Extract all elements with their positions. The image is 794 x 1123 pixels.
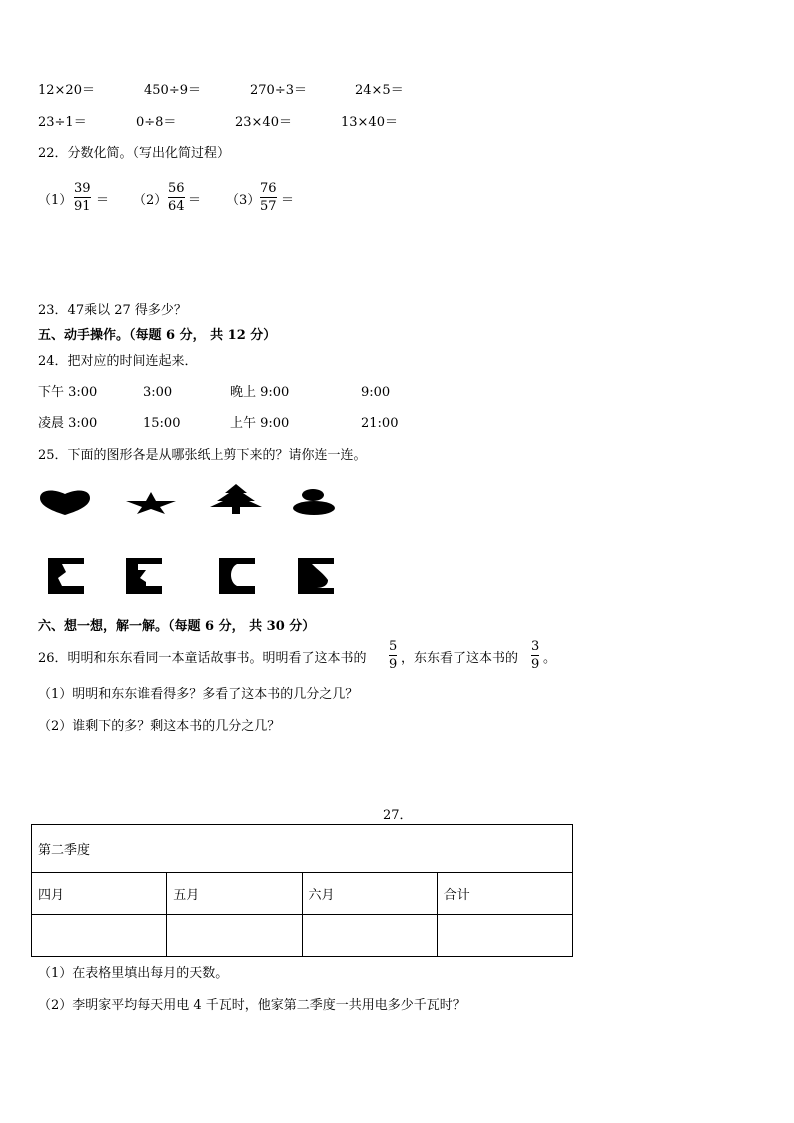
calc-item: 270÷3＝ <box>250 83 307 98</box>
cut-paper-1-icon <box>48 558 84 594</box>
time-item: 15:00 <box>143 416 181 431</box>
q22-label-3: （3） <box>226 193 261 208</box>
cut-paper-4-icon <box>298 558 334 594</box>
fraction-denominator: 57 <box>260 199 277 214</box>
question-26-text-middle: ，东东看了这本书的 <box>401 651 519 666</box>
question-27-number: 27． <box>383 808 413 823</box>
time-item: 晚上 9:00 <box>230 385 290 400</box>
section-6-title: 六、想一想，解一解。（每题 6 分， 共 30 分） <box>38 619 316 634</box>
star-shape-icon <box>125 491 177 515</box>
section-5-title: 五、动手操作。（每题 6 分， 共 12 分） <box>38 328 277 343</box>
fraction-numerator: 39 <box>74 181 91 196</box>
table-cell-may[interactable] <box>167 915 302 957</box>
heart-shape-icon <box>38 488 92 516</box>
q26-fraction-1 <box>389 640 397 671</box>
time-item: 凌晨 3:00 <box>38 416 98 431</box>
calc-item: 450÷9＝ <box>144 83 201 98</box>
calc-item: 13×40＝ <box>341 115 398 130</box>
fraction-numerator: 56 <box>168 181 185 196</box>
question-22-title: 22．分数化简。（写出化简过程） <box>38 146 231 161</box>
table-header-april: 四月 <box>32 873 167 915</box>
time-item: 9:00 <box>361 385 391 400</box>
table-header-june: 六月 <box>302 873 437 915</box>
fraction-numerator: 3 <box>531 639 540 654</box>
question-26-sub-2: （2）谁剩下的多？剩这本书的几分之几？ <box>38 719 281 734</box>
cut-paper-3-icon <box>219 558 255 594</box>
question-26-sub-1: （1）明明和东东谁看得多？多看了这本书的几分之几？ <box>38 687 359 702</box>
table-cell-total[interactable] <box>437 915 572 957</box>
q22-label-1: （1） <box>38 193 73 208</box>
fraction-denominator: 9 <box>389 657 398 672</box>
time-item: 3:00 <box>143 385 173 400</box>
fraction-denominator: 91 <box>74 199 91 214</box>
calc-item: 0÷8＝ <box>136 115 177 130</box>
table-title-cell: 第二季度 <box>32 825 573 873</box>
calc-item: 23×40＝ <box>235 115 292 130</box>
table-header-may: 五月 <box>167 873 302 915</box>
equals-sign: ＝ <box>96 193 110 208</box>
question-27-sub-2: （2）李明家平均每天用电 4 千瓦时，他家第二季度一共用电多少千瓦时？ <box>38 998 466 1013</box>
calc-item: 23÷1＝ <box>38 115 87 130</box>
question-23-title: 23．47乘以 27 得多少？ <box>38 303 187 318</box>
cut-paper-2-icon <box>126 558 162 594</box>
calc-item: 24×5＝ <box>355 83 404 98</box>
fraction-denominator: 9 <box>531 657 540 672</box>
tree-shape-icon <box>209 483 263 515</box>
question-26-text-end: 。 <box>543 651 557 666</box>
question-24-title: 24．把对应的时间连起来． <box>38 354 198 369</box>
table-header-total: 合计 <box>437 873 572 915</box>
equals-sign: ＝ <box>188 193 202 208</box>
table-cell-april[interactable] <box>32 915 167 957</box>
question-26-text: 26．明明和东东看同一本童话故事书。明明看了这本书的 <box>38 651 367 666</box>
fraction-denominator: 64 <box>168 199 185 214</box>
q22-fraction-2 <box>168 182 185 213</box>
equals-sign: ＝ <box>281 193 295 208</box>
q26-fraction-2 <box>531 640 539 671</box>
season-table <box>31 824 573 957</box>
time-item: 21:00 <box>361 416 399 431</box>
q22-fraction-1 <box>74 182 91 213</box>
question-27-sub-1: （1）在表格里填出每月的天数。 <box>38 966 229 981</box>
time-item: 上午 9:00 <box>230 416 290 431</box>
fraction-numerator: 5 <box>389 639 398 654</box>
question-25-title: 25．下面的图形各是从哪张纸上剪下来的？请你连一连。 <box>38 448 367 463</box>
table-cell-june[interactable] <box>302 915 437 957</box>
q22-label-2: （2） <box>133 193 168 208</box>
time-item: 下午 3:00 <box>38 385 98 400</box>
calc-item: 12×20＝ <box>38 83 95 98</box>
fraction-numerator: 76 <box>260 181 277 196</box>
stacked-ovals-shape-icon <box>292 488 336 516</box>
q22-fraction-3 <box>260 182 277 213</box>
